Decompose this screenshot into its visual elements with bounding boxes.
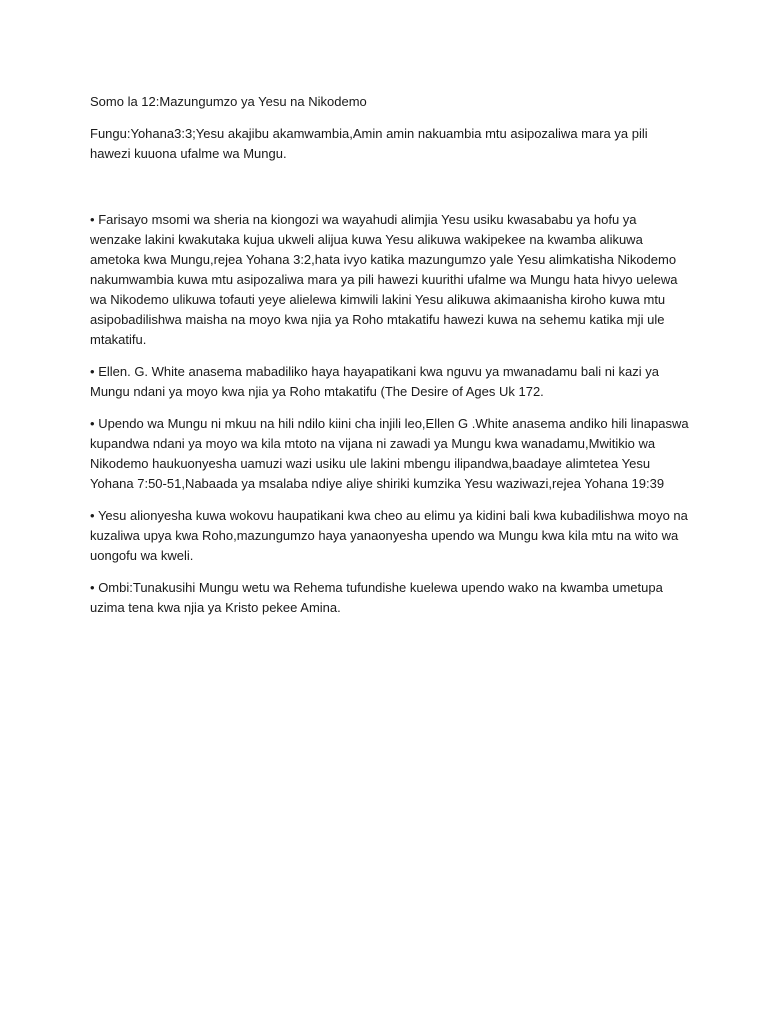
bullet-icon: • <box>90 212 95 227</box>
lesson-title: Somo la 12:Mazungumzo ya Yesu na Nikodemo <box>90 94 367 109</box>
bullet-paragraph <box>90 578 690 618</box>
bullet-paragraph <box>90 362 690 402</box>
bullet-icon: • <box>90 416 95 431</box>
bullet-paragraph <box>90 210 690 350</box>
paragraph-text: Ellen. G. White anasema mabadiliko haya hayapatikani kwa nguvu ya mwanadamu bali ni kazi ya Mungu ndani ya moyo kwa njia ya Roho mtakatifu (The Desire of Ages Uk 172. <box>90 364 659 399</box>
paragraph-text: Upendo wa Mungu ni mkuu na hili ndilo kiini cha injili leo,Ellen G .White anasema andiko hili linapaswa kupandwa ndani ya moyo wa kila mtoto na vijana ni zawadi ya Mungu kwa wanadamu,Mwitikio wa Nikodemo haukuonyesha uamuzi wazi usiku ule lakini mbengu ilipandwa,baadaye alimtetea Yesu Yohana 7:50-51,Nabaada ya msalaba ndiye aliye shiriki kumzika Yesu waziwazi,rejea Yohana 19:39 <box>90 416 689 491</box>
bullet-paragraph <box>90 414 690 494</box>
paragraph-text: Farisayo msomi wa sheria na kiongozi wa wayahudi alimjia Yesu usiku kwasababu ya hofu ya wenzake lakini kwakutaka kujua ukweli alijua kuwa Yesu alikuwa wakipekee na kwamba alikuwa ametoka kwa Mungu,rejea Yohana 3:2,hata ivyo katika mazungumzo yale Yesu alimkatisha Nikodemo nakumwambia kuwa mtu asipozaliwa mara ya pili hawezi kuurithi ufalme wa Mungu hata hivyo uelewa wa Nikodemo ulikuwa tofauti yeye alielewa kimwili lakini Yesu alikuwa akimaanisha kiroho kuwa mtu asipobadilishwa maisha na moyo kwa njia ya Roho mtakatifu hawezi kuwa na sehemu katika mji ule mtakatifu. <box>90 212 678 347</box>
bullet-icon: • <box>90 364 95 379</box>
key-verse: Fungu:Yohana3:3;Yesu akajibu akamwambia,Amin amin nakuambia mtu asipozaliwa mara ya pili hawezi kuuona ufalme wa Mungu. <box>90 126 648 161</box>
paragraph-text: Ombi:Tunakusihi Mungu wetu wa Rehema tufundishe kuelewa upendo wako na kwamba umetupa uzima tena kwa njia ya Kristo pekee Amina. <box>90 580 663 615</box>
paragraph-text: Yesu alionyesha kuwa wokovu haupatikani kwa cheo au elimu ya kidini bali kwa kubadilishwa moyo na kuzaliwa upya kwa Roho,mazungumzo haya yanaonyesha upendo wa Mungu kwa kila mtu na wito wa uongofu wa kweli. <box>90 508 688 563</box>
bullet-icon: • <box>90 580 95 595</box>
bullet-paragraph <box>90 506 690 566</box>
bullet-icon: • <box>90 508 95 523</box>
document-body <box>90 92 690 630</box>
